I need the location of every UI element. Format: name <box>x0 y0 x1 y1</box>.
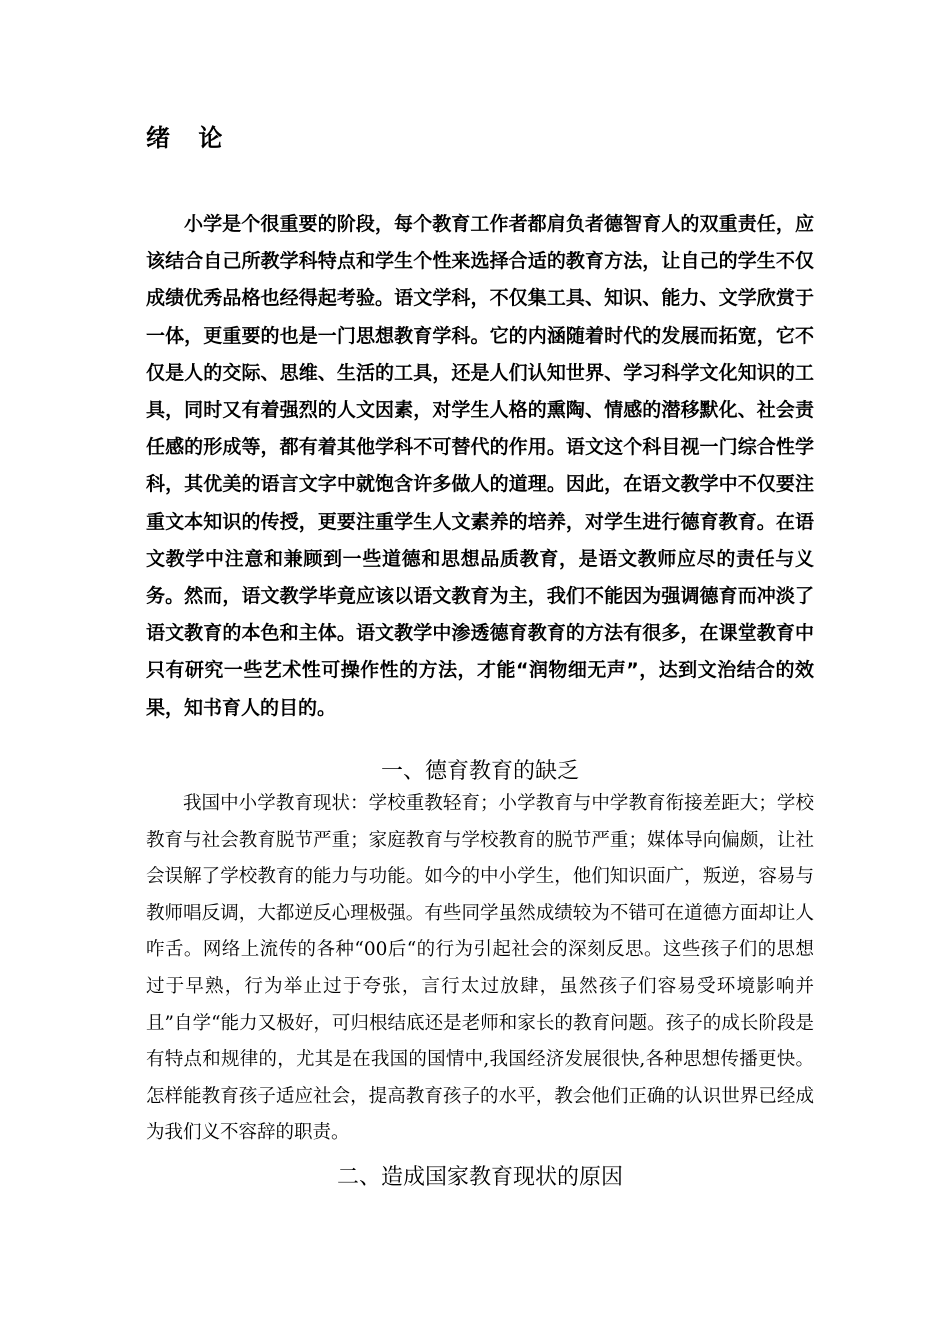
section-paragraph-1: 我国中小学教育现状：学校重教轻育；小学教育与中学教育衔接差距大；学校教育与社会教育脱节严重；家庭教育与学校教育的脱节严重；媒体导向偏颇，让社会误解了学校教育的能力与功能。如今的中小学生，他们知识面广，叛逆，容易与教师唱反调，大都逆反心理极强。有些同学虽然成绩较为不错可在道德方面却让人咋舌。网络上流传的各种“00后“的行为引起社会的深刻反思。这些孩子们的思想过于早熟，行为举止过于夸张，言行太过放肆，虽然孩子们容易受环境影响并且”自学“能力又极好，可归根结底还是老师和家长的教育问题。孩子的成长阶段是有特点和规律的，尤其是在我国的国情中,我国经济发展很快,各种思想传播更快。怎样能教育孩子适应社会，提高教育孩子的水平，教会他们正确的认识世界已经成为我们义不容辞的职责。 <box>146 793 814 1144</box>
section-heading-2: 二、造成国家教育现状的原因 <box>336 1165 623 1190</box>
document-title: 绪 论 <box>146 123 233 152</box>
section-heading-1: 一、德育教育的缺乏 <box>380 759 579 784</box>
intro-paragraph: 小学是个很重要的阶段，每个教育工作者都肩负者德智育人的双重责任，应该结合自己所教学科特点和学生个性来选择合适的教育方法，让自己的学生不仅成绩优秀品格也经得起考验。语文学科，不仅集工具、知识、能力、文学欣赏于一体，更重要的也是一门思想教育学科。它的内涵随着时代的发展而拓宽，它不仅是人的交际、思维、生活的工具，还是人们认知世界、学习科学文化知识的工具，同时又有着强烈的人文因素，对学生人格的熏陶、情感的潜移默化、社会责任感的形成等，都有着其他学科不可替代的作用。语文这个科目视一门综合性学科，其优美的语言文字中就饱含许多做人的道理。因此，在语文教学中不仅要注重文本知识的传授，更要注重学生人文素养的培养，对学生进行德育教育。在语文教学中注意和兼顾到一些道德和思想品质教育，是语文教师应尽的责任与义务。然而，语文教学毕竟应该以语文教育为主，我们不能因为强调德育而冲淡了语文教育的本色和主体。语文教学中渗透德育教育的方法有很多，在课堂教育中只有研究一些艺术性可操作性的方法，才能“润物细无声”，达到文治结合的效果，知书育人的目的。 <box>146 213 814 719</box>
